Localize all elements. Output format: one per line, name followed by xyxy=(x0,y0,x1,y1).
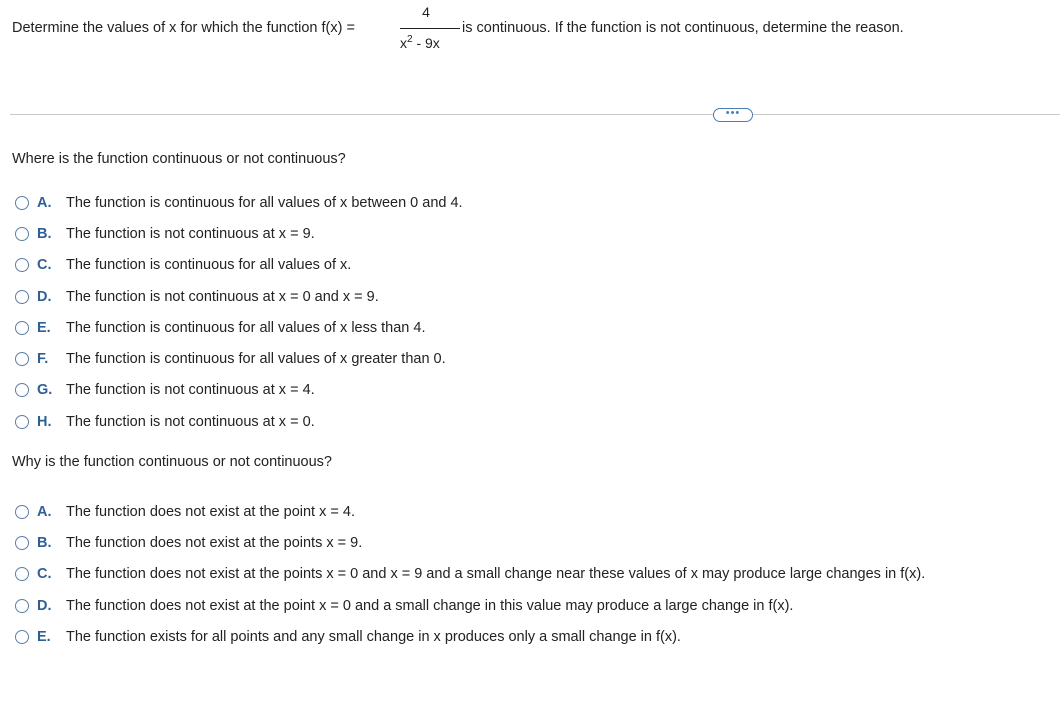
option-letter: E. xyxy=(37,320,51,336)
q2-option-a[interactable] xyxy=(15,501,355,523)
radio-button-icon[interactable] xyxy=(15,227,29,241)
option-text: The function is continuous for all values of x greater than 0. xyxy=(66,351,446,367)
option-letter: E. xyxy=(37,629,51,645)
option-letter: D. xyxy=(37,598,52,614)
question-1-text: Where is the function continuous or not continuous? xyxy=(12,151,346,167)
q1-option-b[interactable] xyxy=(15,223,315,245)
fraction-denominator xyxy=(400,34,460,51)
radio-button-icon[interactable] xyxy=(15,290,29,304)
denominator-base: x xyxy=(400,35,407,51)
radio-button-icon[interactable] xyxy=(15,352,29,366)
radio-button-icon[interactable] xyxy=(15,599,29,613)
q1-option-f[interactable] xyxy=(15,348,446,370)
fraction-bar xyxy=(400,28,460,29)
radio-button-icon[interactable] xyxy=(15,321,29,335)
q1-option-d[interactable] xyxy=(15,286,379,308)
q1-option-a[interactable] xyxy=(15,192,463,214)
radio-button-icon[interactable] xyxy=(15,196,29,210)
fraction-numerator: 4 xyxy=(422,4,430,20)
radio-button-icon[interactable] xyxy=(15,258,29,272)
q2-option-d[interactable] xyxy=(15,595,793,617)
q2-option-b[interactable] xyxy=(15,532,362,554)
option-letter: C. xyxy=(37,566,52,582)
prompt-lead-text: Determine the values of x for which the function f(x) = xyxy=(12,20,355,36)
option-text: The function exists for all points and any small change in x produces only a small change in f(x). xyxy=(66,629,681,645)
option-letter: C. xyxy=(37,257,52,273)
radio-button-icon[interactable] xyxy=(15,505,29,519)
question-2-text: Why is the function continuous or not continuous? xyxy=(12,454,332,470)
option-letter: F. xyxy=(37,351,49,367)
q1-option-h[interactable] xyxy=(15,411,315,433)
option-text: The function is not continuous at x = 4. xyxy=(66,382,315,398)
radio-button-icon[interactable] xyxy=(15,630,29,644)
option-letter: B. xyxy=(37,226,52,242)
q2-option-c[interactable] xyxy=(15,563,925,585)
option-letter: G. xyxy=(37,382,53,398)
denominator-exponent: 2 xyxy=(407,34,413,45)
radio-button-icon[interactable] xyxy=(15,536,29,550)
option-letter: A. xyxy=(37,504,52,520)
radio-button-icon[interactable] xyxy=(15,383,29,397)
q1-option-g[interactable] xyxy=(15,379,315,401)
prompt-tail-text: is continuous. If the function is not continuous, determine the reason. xyxy=(462,20,904,36)
q1-option-e[interactable] xyxy=(15,317,425,339)
option-letter: A. xyxy=(37,195,52,211)
option-text: The function does not exist at the points x = 0 and x = 9 and a small change near these values of x may produce large changes in f(x). xyxy=(66,566,926,582)
function-fraction xyxy=(400,4,460,60)
radio-button-icon[interactable] xyxy=(15,567,29,581)
option-text: The function is continuous for all values of x between 0 and 4. xyxy=(66,195,463,211)
q1-option-c[interactable] xyxy=(15,254,351,276)
option-text: The function is continuous for all values of x less than 4. xyxy=(66,320,426,336)
more-options-button[interactable]: ••• xyxy=(713,108,753,122)
option-letter: H. xyxy=(37,414,52,430)
q2-option-e[interactable] xyxy=(15,626,681,648)
option-text: The function is not continuous at x = 0. xyxy=(66,414,315,430)
option-text: The function is continuous for all values of x. xyxy=(66,257,352,273)
option-text: The function is not continuous at x = 0 and x = 9. xyxy=(66,289,379,305)
radio-button-icon[interactable] xyxy=(15,415,29,429)
option-text: The function does not exist at the point x = 4. xyxy=(66,504,355,520)
option-text: The function does not exist at the point x = 0 and a small change in this value may produce a large change in f(x). xyxy=(66,598,794,614)
option-text: The function does not exist at the points x = 9. xyxy=(66,535,363,551)
option-letter: B. xyxy=(37,535,52,551)
option-letter: D. xyxy=(37,289,52,305)
section-divider xyxy=(10,114,1060,115)
denominator-rest: - 9x xyxy=(412,35,440,51)
option-text: The function is not continuous at x = 9. xyxy=(66,226,315,242)
